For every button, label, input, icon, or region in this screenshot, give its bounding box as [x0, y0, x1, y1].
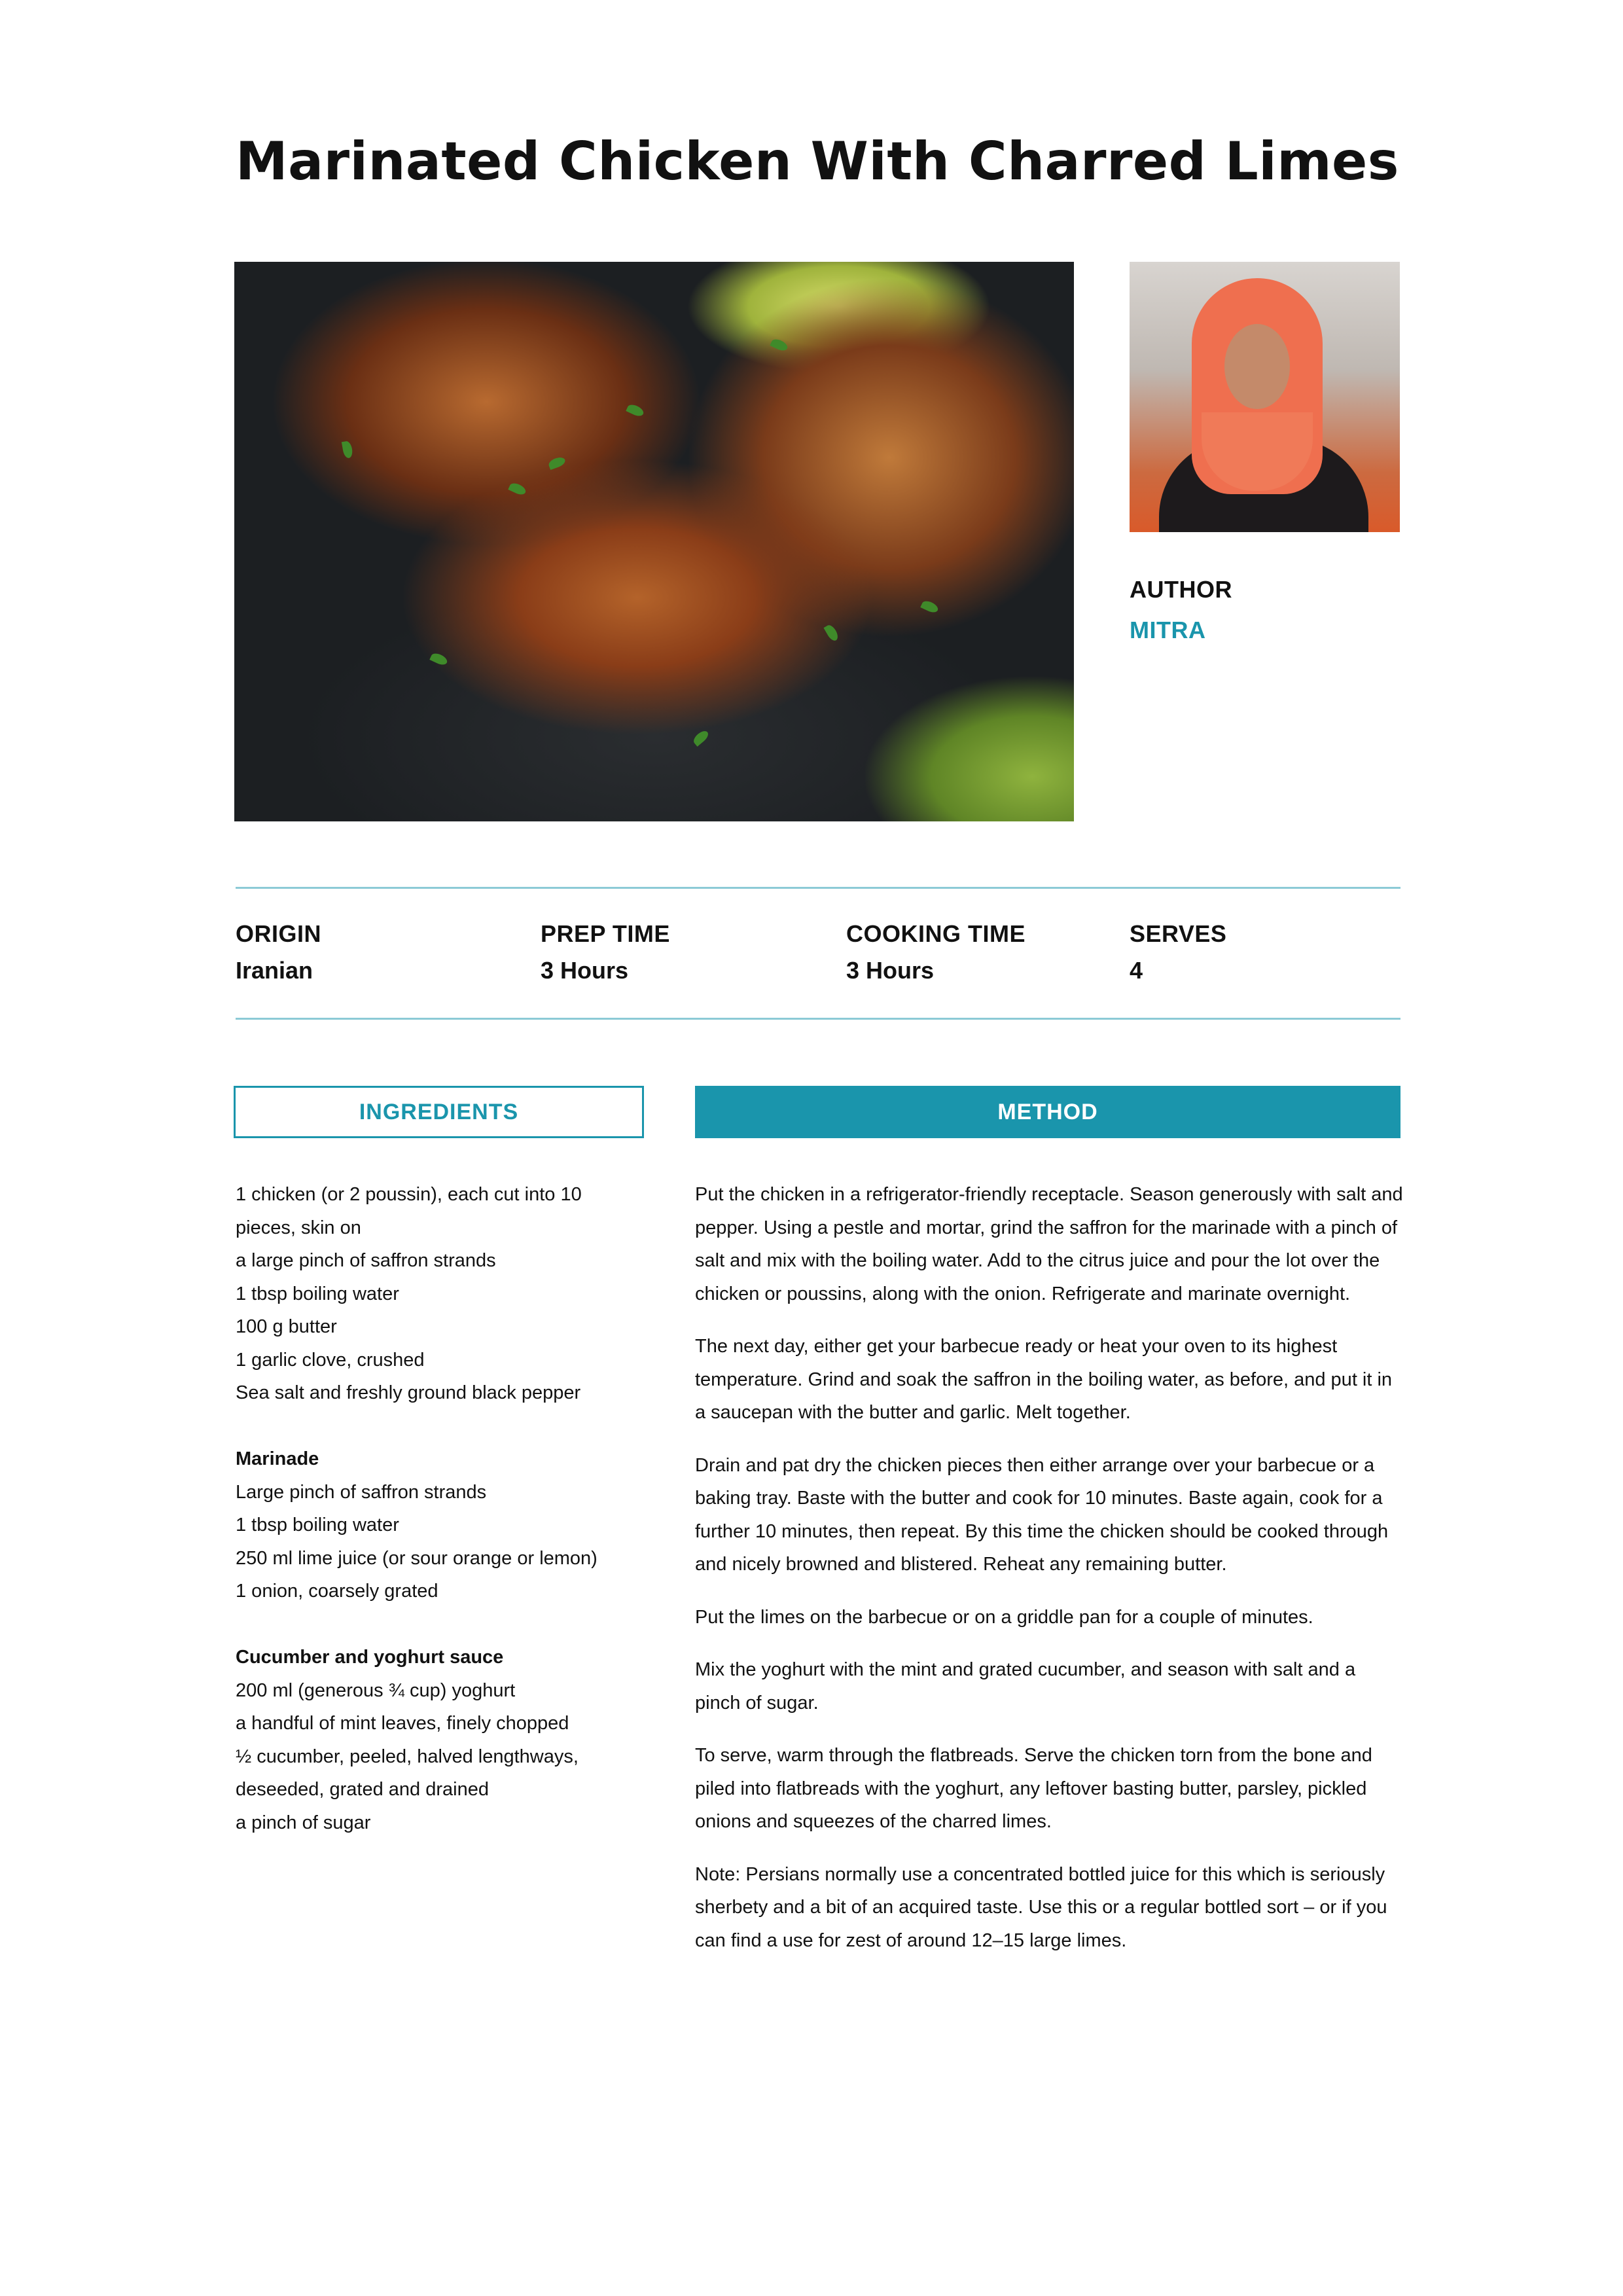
author-label: AUTHOR — [1130, 576, 1232, 603]
page-title: Marinated Chicken With Charred Limes — [236, 131, 1399, 192]
method-step: The next day, either get your barbecue ready or heat your oven to its highest temperature. Grind and soak the saffron in the boiling water, as before, and put it in a saucepan with the butter and garlic. Melt together. — [695, 1336, 1393, 1423]
ingredient-item: Sea salt and freshly ground black pepper — [236, 1382, 581, 1403]
ingredient-item: 1 tbsp boiling water — [236, 1515, 399, 1535]
ingredient-item: 1 onion, coarsely grated — [236, 1581, 438, 1602]
sauce-subheading: Cucumber and yoghurt sauce — [236, 1647, 504, 1668]
ingredient-item: a pinch of sugar — [236, 1812, 371, 1833]
hero-image — [234, 262, 1074, 821]
method-step: Note: Persians normally use a concentrated bottled juice for this which is seriously sherbety and a bit of an acquired taste. Use this or a regular bottled sort – or if you can find a use for zest of around 12–15 large limes. — [695, 1863, 1387, 1951]
cooking-time-label: COOKING TIME — [846, 920, 1026, 947]
ingredient-item: 100 g butter — [236, 1316, 337, 1337]
ingredient-item: pieces, skin on — [236, 1217, 361, 1238]
ingredients-header: INGREDIENTS — [234, 1086, 644, 1138]
prep-time-value: 3 Hours — [541, 957, 629, 984]
ingredient-item: ½ cucumber, peeled, halved lengthways, — [236, 1746, 579, 1767]
author-photo — [1130, 262, 1400, 532]
cooking-time-value: 3 Hours — [846, 957, 935, 984]
ingredient-item: deseeded, grated and drained — [236, 1779, 489, 1800]
ingredient-item: 1 tbsp boiling water — [236, 1283, 399, 1304]
method-step: Mix the yoghurt with the mint and grated cucumber, and season with salt and a pinch of sugar. — [695, 1659, 1356, 1713]
method-step: Put the limes on the barbecue or on a griddle pan for a couple of minutes. — [695, 1606, 1313, 1628]
ingredient-item: 1 garlic clove, crushed — [236, 1349, 425, 1371]
ingredient-item: 250 ml lime juice (or sour orange or lemon) — [236, 1547, 597, 1569]
serves-value: 4 — [1130, 957, 1143, 984]
method-step: Put the chicken in a refrigerator-friendly receptacle. Season generously with salt and pepper. Using a pestle and mortar, grind the saffron for the marinade with a pinch of salt and mix with the boiling water. Add to the citrus juice and pour the lot over the chicken or poussins, along with the onion. Refrigerate and marinate overnight. — [695, 1184, 1403, 1304]
prep-time-label: PREP TIME — [541, 920, 670, 947]
info-divider-bottom — [236, 1018, 1400, 1020]
author-name[interactable]: MITRA — [1130, 617, 1206, 643]
info-divider-top — [236, 887, 1400, 889]
origin-label: ORIGIN — [236, 920, 322, 947]
ingredient-item: Large pinch of saffron strands — [236, 1481, 487, 1503]
origin-value: Iranian — [236, 957, 313, 984]
ingredients-list — [236, 1178, 641, 1839]
method-header: METHOD — [695, 1086, 1400, 1138]
method-step: Drain and pat dry the chicken pieces then either arrange over your barbecue or a baking tray. Baste with the butter and cook for 10 minutes. Baste again, cook for a further 10 minutes, then repeat. By this time the chicken should be cooked through and nicely browned and blistered. Reheat any remaining butter. — [695, 1454, 1389, 1575]
serves-label: SERVES — [1130, 920, 1227, 947]
ingredient-item: 200 ml (generous ¾ cup) yoghurt — [236, 1679, 516, 1701]
method-steps — [695, 1178, 1403, 1977]
method-step: To serve, warm through the flatbreads. Serve the chicken torn from the bone and piled into flatbreads with the yoghurt, any leftover basting butter, parsley, pickled onions and squeezes of the charred limes. — [695, 1745, 1372, 1832]
marinade-subheading: Marinade — [236, 1448, 319, 1469]
ingredient-item: a large pinch of saffron strands — [236, 1250, 496, 1271]
ingredient-item: a handful of mint leaves, finely chopped — [236, 1713, 569, 1734]
ingredient-item: 1 chicken (or 2 poussin), each cut into 10 — [236, 1184, 582, 1205]
